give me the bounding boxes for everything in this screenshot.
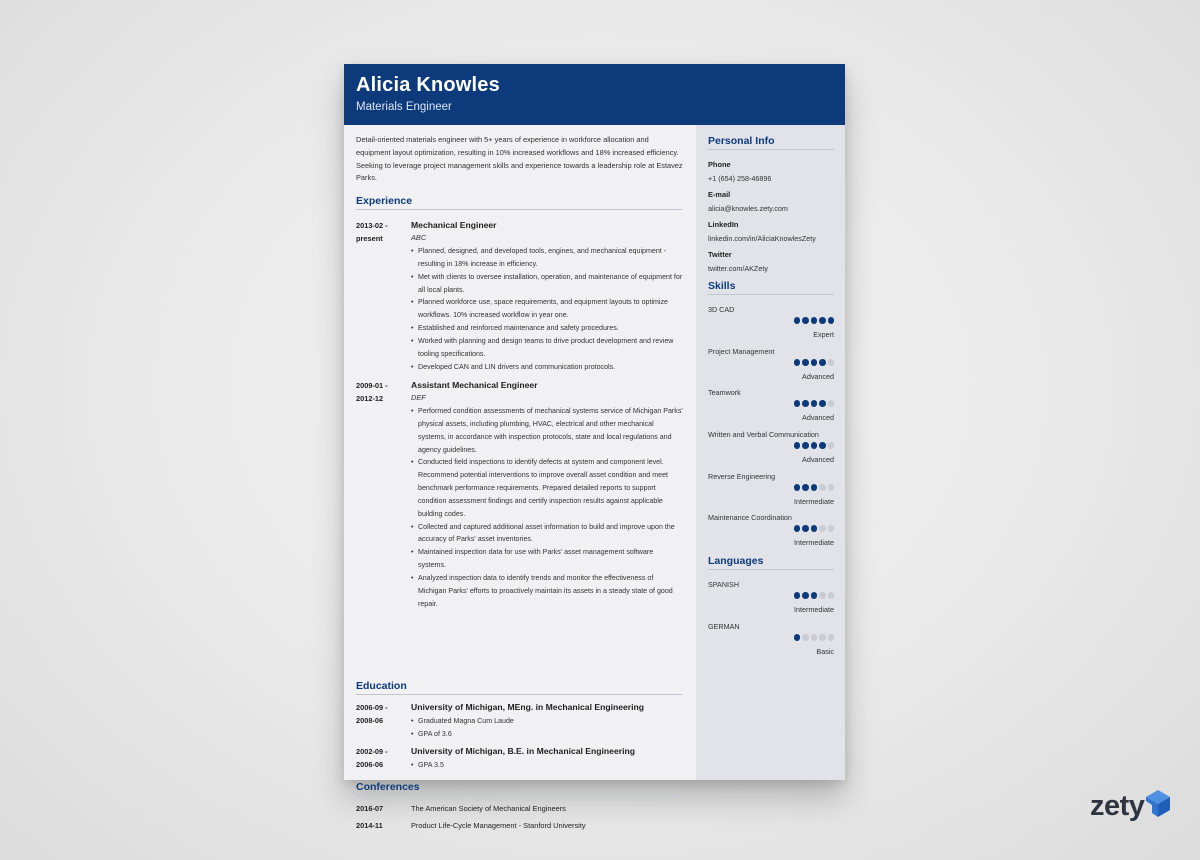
entry-date: 2009-01 - 2012-12 <box>356 381 388 403</box>
bullet-item: • Planned, designed, and developed tools, engines, and mechanical equipment - resulting in 18% increase in efficiency. <box>411 245 683 271</box>
cube-icon <box>1144 788 1172 818</box>
language-rating <box>794 634 835 641</box>
bullet-item: • GPA 3.5 <box>411 759 683 772</box>
entry-bullets <box>411 245 683 373</box>
skill-level: Intermediate <box>794 538 834 547</box>
bullet-item: • GPA of 3.6 <box>411 728 683 741</box>
experience-heading: Experience <box>356 195 682 210</box>
skill-name: Reverse Engineering <box>708 472 776 481</box>
entry-bullets <box>411 715 683 741</box>
rating-dot-filled <box>811 400 818 407</box>
rating-dot-filled <box>802 525 809 532</box>
rating-dot-filled <box>794 442 801 449</box>
bullet-item: • Worked with planning and design teams to drive product development and review tooling specifications. <box>411 335 683 361</box>
rating-dot-filled <box>794 484 801 491</box>
bullet-item: • Established and reinforced maintenance and safety procedures. <box>411 322 683 335</box>
conference-name: The American Society of Mechanical Engineers <box>411 804 566 813</box>
entry-date: 2006-09 - 2008-06 <box>356 703 388 725</box>
entry-bullets <box>411 759 683 772</box>
conference-name: Product Life-Cycle Management - Stanford University <box>411 821 586 830</box>
rating-dot-empty <box>819 525 826 532</box>
entry-title: Mechanical Engineer <box>411 220 497 230</box>
rating-dot-filled <box>811 442 818 449</box>
entry-title: University of Michigan, B.E. in Mechanical Engineering <box>411 746 635 756</box>
skill-rating <box>794 442 835 449</box>
rating-dot-filled <box>794 634 801 641</box>
candidate-name: Alicia Knowles <box>356 74 500 96</box>
skill-level: Intermediate <box>794 497 834 506</box>
rating-dot-filled <box>802 484 809 491</box>
rating-dot-empty <box>828 400 835 407</box>
rating-dot-filled <box>802 400 809 407</box>
twitter-value: twitter.com/AKZety <box>708 264 768 273</box>
logo-wordmark: zety <box>1090 790 1145 822</box>
resume-page <box>344 64 845 830</box>
rating-dot-empty <box>802 634 809 641</box>
education-heading: Education <box>356 680 682 695</box>
skill-rating <box>794 525 835 532</box>
rating-dot-filled <box>802 442 809 449</box>
entry-date: 2002-09 - 2006-06 <box>356 747 388 769</box>
rating-dot-filled <box>811 317 818 324</box>
rating-dot-empty <box>828 359 835 366</box>
skill-level: Expert <box>813 330 834 339</box>
conference-date: 2014-11 <box>356 821 383 830</box>
skill-level: Advanced <box>802 372 834 381</box>
rating-dot-filled <box>819 442 826 449</box>
entry-title: Assistant Mechanical Engineer <box>411 380 538 390</box>
entry-date: 2013-02 - present <box>356 221 388 243</box>
skill-name: Project Management <box>708 347 775 356</box>
bullet-item: • Collected and captured additional asset information to build and improve upon the accuracy of Parks' asset inventories. <box>411 521 683 547</box>
conference-date: 2016-07 <box>356 804 384 813</box>
languages-heading: Languages <box>708 555 834 570</box>
rating-dot-filled <box>794 525 801 532</box>
linkedin-label: LinkedIn <box>708 220 739 229</box>
rating-dot-filled <box>828 317 835 324</box>
bullet-item: • Graduated Magna Cum Laude <box>411 715 683 728</box>
rating-dot-filled <box>802 317 809 324</box>
rating-dot-filled <box>811 484 818 491</box>
summary-text: Detail-oriented materials engineer with 5+ years of experience in workforce allocation and equipment layout optimization, resulting in 10% increased workflows and 18% increased efficiency. Seeking to leverage project management skills and experience towards a leadership role at Estavez Parks. <box>356 135 683 183</box>
rating-dot-filled <box>811 592 818 599</box>
rating-dot-empty <box>828 442 835 449</box>
rating-dot-empty <box>819 592 826 599</box>
entry-title: University of Michigan, MEng. in Mechanical Engineering <box>411 702 645 712</box>
language-level: Basic <box>816 647 834 656</box>
phone-label: Phone <box>708 160 731 169</box>
rating-dot-filled <box>794 400 801 407</box>
language-level: Intermediate <box>794 605 834 614</box>
bullet-item: • Met with clients to oversee installation, operation, and maintenance of equipment for all local plants. <box>411 271 683 297</box>
conferences-heading: Conferences <box>356 781 682 796</box>
bullet-item: • Maintained inspection data for use with Parks' asset management software systems. <box>411 546 683 572</box>
rating-dot-filled <box>802 359 809 366</box>
skill-level: Advanced <box>802 455 834 464</box>
skill-rating <box>794 484 835 491</box>
rating-dot-filled <box>794 317 801 324</box>
language-name: GERMAN <box>708 622 740 631</box>
email-label: E-mail <box>708 190 731 199</box>
entry-company: DEF <box>411 393 426 402</box>
sidebar-column <box>696 125 845 780</box>
language-name: SPANISH <box>708 580 740 589</box>
rating-dot-filled <box>794 592 801 599</box>
rating-dot-filled <box>811 359 818 366</box>
email-value: alicia@knowles.zety.com <box>708 204 788 213</box>
bullet-item: • Conducted field inspections to identify defects at system and component level. Recommend potential interventions to improve overall asset condition and meet benchmark performance requirements. Prepared detailed reports to support condition assessment findings and certify inspection results against applicable building codes. <box>411 456 683 520</box>
zety-logo <box>1090 790 1180 830</box>
skill-name: Maintenance Coordination <box>708 513 792 522</box>
bullet-item: • Analyzed inspection data to identify trends and monitor the effectiveness of Michigan Parks' efforts to proactively maintain its assets in a steady state of good repair. <box>411 572 683 611</box>
resume-header <box>344 64 845 125</box>
entry-company: ABC <box>411 233 427 242</box>
rating-dot-filled <box>819 317 826 324</box>
rating-dot-empty <box>819 484 826 491</box>
rating-dot-empty <box>828 484 835 491</box>
rating-dot-filled <box>819 400 826 407</box>
bullet-item: • Developed CAN and LIN drivers and communication protocols. <box>411 361 683 374</box>
skill-level: Advanced <box>802 413 834 422</box>
skill-rating <box>794 359 835 366</box>
language-rating <box>794 592 835 599</box>
rating-dot-empty <box>811 634 818 641</box>
rating-dot-filled <box>794 359 801 366</box>
rating-dot-filled <box>811 525 818 532</box>
rating-dot-empty <box>828 592 835 599</box>
rating-dot-filled <box>819 359 826 366</box>
bullet-item: • Performed condition assessments of mechanical systems service of Michigan Parks' physical assets, including plumbing, HVAC, electrical and other mechanical systems, in accordance with inspection protocols, state and local regulations and agency guidelines. <box>411 405 683 456</box>
skill-rating <box>794 400 835 407</box>
skill-rating <box>794 317 835 324</box>
skills-heading: Skills <box>708 280 834 295</box>
rating-dot-empty <box>828 525 835 532</box>
personal-info-heading: Personal Info <box>708 135 834 150</box>
rating-dot-empty <box>819 634 826 641</box>
rating-dot-empty <box>828 634 835 641</box>
bullet-item: • Planned workforce use, space requirements, and equipment layouts to optimize workflows. 10% increased workflow in year one. <box>411 296 683 322</box>
twitter-label: Twitter <box>708 250 732 259</box>
entry-bullets <box>411 405 683 611</box>
rating-dot-filled <box>802 592 809 599</box>
candidate-role: Materials Engineer <box>356 101 452 113</box>
skill-name: Written and Verbal Communication <box>708 430 819 439</box>
skill-name: 3D CAD <box>708 305 735 314</box>
linkedin-value: linkedin.com/in/AliciaKnowlesZety <box>708 234 816 243</box>
phone-value: +1 (654) 258-46896 <box>708 174 772 183</box>
skill-name: Teamwork <box>708 388 741 397</box>
